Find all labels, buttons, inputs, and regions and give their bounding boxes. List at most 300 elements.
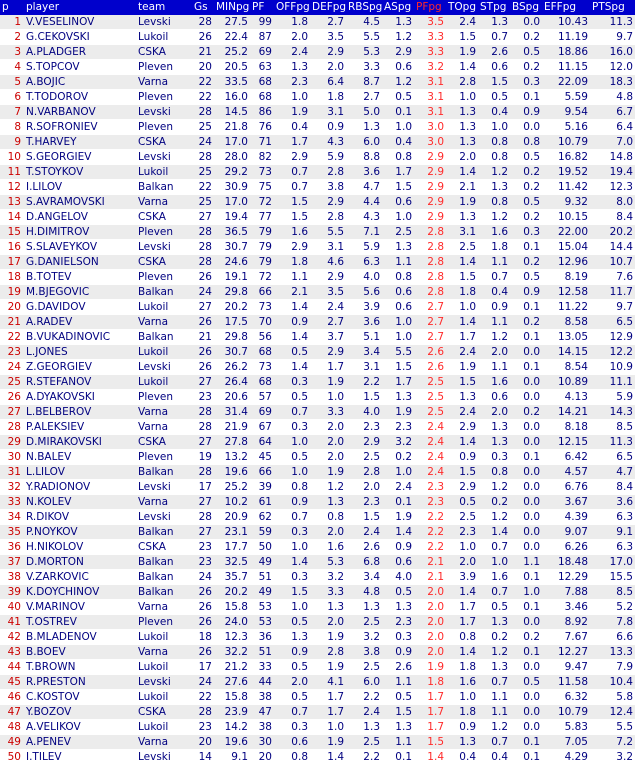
minpg-cell: 17.0 — [214, 195, 250, 210]
player-cell[interactable]: N.KOLEV — [24, 495, 136, 510]
column-header-player[interactable]: player — [24, 0, 136, 15]
defpg-cell: 1.8 — [310, 90, 346, 105]
stpg-cell: 1.6 — [478, 570, 510, 585]
table-row — [0, 300, 635, 315]
pfpg-cell: 1.9 — [414, 660, 446, 675]
effpg-cell: 10.79 — [542, 135, 590, 150]
pfpg-cell: 3.2 — [414, 60, 446, 75]
team-cell: Levski — [136, 675, 192, 690]
rank-cell: 11 — [0, 165, 24, 180]
effpg-cell: 12.58 — [542, 285, 590, 300]
column-header-pfpg[interactable]: PFpg — [414, 0, 446, 15]
player-cell[interactable]: D.MIRAKOVSKI — [24, 435, 136, 450]
stpg-cell: 1.8 — [478, 240, 510, 255]
pfpg-cell: 2.0 — [414, 615, 446, 630]
minpg-cell: 19.6 — [214, 735, 250, 750]
pfpg-cell: 3.3 — [414, 30, 446, 45]
table-row — [0, 165, 635, 180]
topg-cell: 2.1 — [446, 180, 478, 195]
team-cell: Pleven — [136, 120, 192, 135]
effpg-cell: 14.15 — [542, 345, 590, 360]
team-cell: Levski — [136, 750, 192, 765]
rank-cell: 3 — [0, 45, 24, 60]
team-cell: Balkan — [136, 525, 192, 540]
player-cell[interactable]: S.SLAVEYKOV — [24, 240, 136, 255]
player-cell[interactable]: R.PRESTON — [24, 675, 136, 690]
aspg-cell: 1.0 — [382, 465, 414, 480]
table-row — [0, 750, 635, 765]
offpg-cell: 1.8 — [274, 15, 310, 30]
defpg-cell: 2.9 — [310, 45, 346, 60]
minpg-cell: 35.7 — [214, 570, 250, 585]
player-cell[interactable]: A.RADEV — [24, 315, 136, 330]
player-cell[interactable]: T.HARVEY — [24, 135, 136, 150]
bspg-cell: 0.1 — [510, 240, 542, 255]
player-cell[interactable]: B.TOTEV — [24, 270, 136, 285]
player-cell[interactable]: Y.RADIONOV — [24, 480, 136, 495]
pf-cell: 69 — [250, 45, 274, 60]
player-cell[interactable]: G.DANIELSON — [24, 255, 136, 270]
aspg-cell: 2.5 — [382, 225, 414, 240]
rank-cell: 30 — [0, 450, 24, 465]
rank-cell: 2 — [0, 30, 24, 45]
column-header-defpg[interactable]: DEFpg — [312, 1, 346, 13]
rbspg-cell: 3.2 — [346, 630, 382, 645]
rank-cell: 6 — [0, 90, 24, 105]
defpg-cell: 2.4 — [310, 300, 346, 315]
player-cell[interactable]: B.BOEV — [24, 645, 136, 660]
defpg-cell: 2.8 — [310, 645, 346, 660]
player-cell[interactable]: P.ALEKSIEV — [24, 420, 136, 435]
player-cell[interactable]: B.VUKADINOVIC — [24, 330, 136, 345]
player-cell[interactable]: N.VARBANOV — [24, 105, 136, 120]
player-cell[interactable]: A.PLADGER — [24, 45, 136, 60]
topg-cell: 0.9 — [446, 450, 478, 465]
player-cell[interactable]: Y.BOZOV — [24, 705, 136, 720]
rbspg-cell: 2.4 — [346, 525, 382, 540]
rank-cell: 16 — [0, 240, 24, 255]
gs-cell: 26 — [192, 585, 214, 600]
player-cell[interactable]: I.TILEV — [24, 750, 136, 765]
table-row — [0, 315, 635, 330]
pf-cell: 75 — [250, 180, 274, 195]
pf-cell: 72 — [250, 270, 274, 285]
player-cell[interactable]: T.STOYKOV — [24, 165, 136, 180]
pf-cell: 20 — [250, 750, 274, 765]
table-row — [0, 105, 635, 120]
rbspg-cell: 3.3 — [346, 60, 382, 75]
ptspg-cell: 4.7 — [590, 465, 635, 480]
column-header-ptspg[interactable]: PTSpg — [590, 0, 635, 15]
topg-cell: 0.5 — [446, 495, 478, 510]
rbspg-cell: 4.3 — [346, 210, 382, 225]
stpg-cell: 1.2 — [478, 210, 510, 225]
stpg-cell: 1.0 — [478, 120, 510, 135]
rank-cell: 27 — [0, 405, 24, 420]
player-cell[interactable]: P.NOYKOV — [24, 525, 136, 540]
topg-cell: 2.8 — [446, 75, 478, 90]
player-cell[interactable]: M.BJEGOVIC — [24, 285, 136, 300]
column-header-offpg[interactable]: OFFpg — [276, 1, 310, 13]
offpg-cell: 1.5 — [274, 195, 310, 210]
ptspg-cell: 20.2 — [590, 225, 635, 240]
team-cell: Levski — [136, 360, 192, 375]
ptspg-cell: 9.7 — [590, 30, 635, 45]
topg-cell: 0.8 — [446, 630, 478, 645]
ptspg-cell: 12.2 — [590, 345, 635, 360]
minpg-cell: 28.0 — [214, 150, 250, 165]
player-cell[interactable]: L.BELBEROV — [24, 405, 136, 420]
minpg-cell: 27.5 — [214, 15, 250, 30]
ptspg-cell: 8.5 — [590, 585, 635, 600]
team-cell: Balkan — [136, 465, 192, 480]
offpg-cell: 0.7 — [274, 180, 310, 195]
stpg-cell: 0.3 — [478, 450, 510, 465]
gs-cell: 22 — [192, 690, 214, 705]
aspg-cell: 1.0 — [382, 210, 414, 225]
table-row — [0, 90, 635, 105]
ptspg-cell: 8.4 — [590, 210, 635, 225]
player-cell[interactable]: K.DOYCHINOV — [24, 585, 136, 600]
rbspg-cell: 1.5 — [346, 390, 382, 405]
offpg-cell: 2.1 — [274, 285, 310, 300]
player-cell[interactable]: B.MLADENOV — [24, 630, 136, 645]
topg-cell: 1.8 — [446, 660, 478, 675]
topg-cell: 2.9 — [446, 480, 478, 495]
player-cell[interactable]: V.MARINOV — [24, 600, 136, 615]
rbspg-cell: 5.9 — [346, 240, 382, 255]
column-header-p[interactable]: p — [0, 0, 24, 15]
topg-cell: 1.3 — [446, 120, 478, 135]
aspg-cell: 0.8 — [382, 150, 414, 165]
defpg-cell: 2.9 — [310, 345, 346, 360]
offpg-cell: 0.4 — [274, 120, 310, 135]
team-cell: Pleven — [136, 390, 192, 405]
offpg-cell: 1.0 — [274, 435, 310, 450]
bspg-cell: 0.9 — [510, 105, 542, 120]
topg-cell: 1.3 — [446, 390, 478, 405]
gs-cell: 28 — [192, 510, 214, 525]
pfpg-cell: 2.0 — [414, 645, 446, 660]
aspg-cell: 1.0 — [382, 120, 414, 135]
pfpg-cell: 3.0 — [414, 120, 446, 135]
column-header-rbspg[interactable]: RBSpg — [348, 1, 382, 13]
topg-cell: 1.0 — [446, 540, 478, 555]
stpg-cell: 0.8 — [478, 150, 510, 165]
ptspg-cell: 19.4 — [590, 165, 635, 180]
bspg-cell: 0.5 — [510, 270, 542, 285]
rank-cell: 7 — [0, 105, 24, 120]
topg-cell: 1.5 — [446, 465, 478, 480]
player-cell[interactable]: R.STEFANOV — [24, 375, 136, 390]
defpg-cell: 3.1 — [310, 105, 346, 120]
aspg-cell: 0.6 — [382, 300, 414, 315]
table-row — [0, 255, 635, 270]
topg-cell: 2.5 — [446, 240, 478, 255]
minpg-cell: 33.5 — [214, 75, 250, 90]
table-row — [0, 660, 635, 675]
pf-cell: 73 — [250, 165, 274, 180]
table-row — [0, 630, 635, 645]
pfpg-cell: 2.3 — [414, 495, 446, 510]
team-cell: Balkan — [136, 180, 192, 195]
player-cell[interactable]: D.ANGELOV — [24, 210, 136, 225]
stpg-cell: 1.4 — [478, 525, 510, 540]
gs-cell: 23 — [192, 540, 214, 555]
rbspg-cell: 4.7 — [346, 180, 382, 195]
pf-cell: 79 — [250, 255, 274, 270]
pf-cell: 73 — [250, 300, 274, 315]
minpg-cell: 20.6 — [214, 390, 250, 405]
table-row — [0, 135, 635, 150]
defpg-cell: 1.6 — [310, 540, 346, 555]
ptspg-cell: 3.2 — [590, 750, 635, 765]
bspg-cell: 0.8 — [510, 135, 542, 150]
column-header-bspg[interactable]: BSpg — [510, 0, 542, 15]
bspg-cell: 0.0 — [510, 510, 542, 525]
bspg-cell: 0.0 — [510, 495, 542, 510]
rank-cell: 46 — [0, 690, 24, 705]
team-cell: Lukoil — [136, 300, 192, 315]
rbspg-cell: 3.6 — [346, 165, 382, 180]
column-header-minpg[interactable]: MINpg — [216, 1, 250, 13]
minpg-cell: 25.2 — [214, 45, 250, 60]
offpg-cell: 0.5 — [274, 690, 310, 705]
minpg-cell: 16.0 — [214, 90, 250, 105]
player-cell[interactable]: T.TODOROV — [24, 90, 136, 105]
aspg-cell: 2.4 — [382, 480, 414, 495]
stpg-cell: 0.8 — [478, 195, 510, 210]
offpg-cell: 1.1 — [274, 270, 310, 285]
team-cell: Balkan — [136, 570, 192, 585]
player-cell[interactable]: R.DIKOV — [24, 510, 136, 525]
stpg-cell: 0.7 — [478, 540, 510, 555]
topg-cell: 1.7 — [446, 600, 478, 615]
player-cell[interactable]: N.BALEV — [24, 450, 136, 465]
minpg-cell: 24.0 — [214, 615, 250, 630]
table-row — [0, 195, 635, 210]
player-cell[interactable]: V.VESELINOV — [24, 15, 136, 30]
stpg-cell: 1.3 — [478, 615, 510, 630]
defpg-cell: 1.7 — [310, 360, 346, 375]
aspg-cell: 4.0 — [382, 570, 414, 585]
table-row — [0, 225, 635, 240]
pfpg-cell: 2.8 — [414, 285, 446, 300]
rank-cell: 25 — [0, 375, 24, 390]
effpg-cell: 8.18 — [542, 420, 590, 435]
effpg-cell: 12.27 — [542, 645, 590, 660]
rank-cell: 26 — [0, 390, 24, 405]
effpg-cell: 5.59 — [542, 90, 590, 105]
player-cell[interactable]: A.BOJIC — [24, 75, 136, 90]
table-row — [0, 735, 635, 750]
rbspg-cell: 4.8 — [346, 585, 382, 600]
gs-cell: 26 — [192, 270, 214, 285]
column-header-team[interactable]: team — [136, 0, 192, 15]
player-cell[interactable]: L.LILOV — [24, 465, 136, 480]
player-cell[interactable]: A.DYAKOVSKI — [24, 390, 136, 405]
ptspg-cell: 12.4 — [590, 705, 635, 720]
minpg-cell: 21.8 — [214, 120, 250, 135]
rbspg-cell: 2.2 — [346, 375, 382, 390]
bspg-cell: 0.5 — [510, 150, 542, 165]
player-cell[interactable]: Z.GEORGIEV — [24, 360, 136, 375]
bspg-cell: 1.0 — [510, 585, 542, 600]
offpg-cell: 1.8 — [274, 255, 310, 270]
aspg-cell: 0.1 — [382, 495, 414, 510]
bspg-cell: 0.5 — [510, 45, 542, 60]
bspg-cell: 0.1 — [510, 735, 542, 750]
rbspg-cell: 3.6 — [346, 315, 382, 330]
player-cell[interactable]: R.SOFRONIEV — [24, 120, 136, 135]
gs-cell: 28 — [192, 705, 214, 720]
pfpg-cell: 2.6 — [414, 360, 446, 375]
pfpg-cell: 1.7 — [414, 705, 446, 720]
effpg-cell: 9.32 — [542, 195, 590, 210]
defpg-cell: 1.9 — [310, 375, 346, 390]
minpg-cell: 17.0 — [214, 135, 250, 150]
stpg-cell: 1.3 — [478, 15, 510, 30]
defpg-cell: 1.0 — [310, 390, 346, 405]
player-cell[interactable]: S.GEORGIEV — [24, 150, 136, 165]
column-header-pf[interactable]: PF — [250, 0, 274, 15]
defpg-cell: 1.7 — [310, 705, 346, 720]
minpg-cell: 13.2 — [214, 450, 250, 465]
team-cell: Balkan — [136, 285, 192, 300]
offpg-cell: 0.7 — [274, 405, 310, 420]
bspg-cell: 0.5 — [510, 195, 542, 210]
pfpg-cell: 2.3 — [414, 480, 446, 495]
player-cell[interactable]: D.MORTON — [24, 555, 136, 570]
column-header-gs[interactable]: Gs — [192, 0, 214, 15]
player-cell[interactable]: A.VELIKOV — [24, 720, 136, 735]
rank-cell: 5 — [0, 75, 24, 90]
topg-cell: 2.0 — [446, 555, 478, 570]
pfpg-cell: 2.5 — [414, 390, 446, 405]
player-cell[interactable]: H.NIKOLOV — [24, 540, 136, 555]
player-cell[interactable]: I.LILOV — [24, 180, 136, 195]
stpg-cell: 2.0 — [478, 345, 510, 360]
player-cell[interactable]: H.DIMITROV — [24, 225, 136, 240]
defpg-cell: 2.0 — [310, 525, 346, 540]
table-row — [0, 690, 635, 705]
effpg-cell: 11.19 — [542, 30, 590, 45]
rbspg-cell: 3.4 — [346, 570, 382, 585]
offpg-cell: 0.9 — [274, 645, 310, 660]
player-cell[interactable]: A.PENEV — [24, 735, 136, 750]
aspg-cell: 0.3 — [382, 630, 414, 645]
table-row — [0, 60, 635, 75]
gs-cell: 26 — [192, 360, 214, 375]
gs-cell: 28 — [192, 240, 214, 255]
player-cell[interactable]: G.DAVIDOV — [24, 300, 136, 315]
ptspg-cell: 14.3 — [590, 405, 635, 420]
effpg-cell: 14.21 — [542, 405, 590, 420]
table-row — [0, 705, 635, 720]
team-cell: CSKA — [136, 255, 192, 270]
team-cell: Levski — [136, 15, 192, 30]
ptspg-cell: 16.0 — [590, 45, 635, 60]
defpg-cell: 1.9 — [310, 465, 346, 480]
column-header-topg[interactable]: TOpg — [448, 1, 477, 13]
pfpg-cell: 2.8 — [414, 255, 446, 270]
gs-cell: 17 — [192, 480, 214, 495]
topg-cell: 1.3 — [446, 210, 478, 225]
team-cell: Lukoil — [136, 345, 192, 360]
effpg-cell: 12.29 — [542, 570, 590, 585]
effpg-cell: 6.26 — [542, 540, 590, 555]
pf-cell: 44 — [250, 675, 274, 690]
defpg-cell: 1.3 — [310, 600, 346, 615]
player-cell[interactable]: L.JONES — [24, 345, 136, 360]
column-header-stpg[interactable]: STpg — [478, 0, 510, 15]
player-cell[interactable]: G.CEKOVSKI — [24, 30, 136, 45]
defpg-cell: 2.8 — [310, 210, 346, 225]
player-cell[interactable]: T.BROWN — [24, 660, 136, 675]
bspg-cell: 0.1 — [510, 450, 542, 465]
rbspg-cell: 8.8 — [346, 150, 382, 165]
pfpg-cell: 3.3 — [414, 45, 446, 60]
table-row — [0, 675, 635, 690]
aspg-cell: 2.3 — [382, 615, 414, 630]
player-cell[interactable]: S.TOPCOV — [24, 60, 136, 75]
rbspg-cell: 3.9 — [346, 300, 382, 315]
gs-cell: 28 — [192, 405, 214, 420]
defpg-cell: 2.0 — [310, 615, 346, 630]
rank-cell: 4 — [0, 60, 24, 75]
offpg-cell: 0.8 — [274, 750, 310, 765]
ptspg-cell: 11.3 — [590, 15, 635, 30]
defpg-cell: 2.9 — [310, 270, 346, 285]
pf-cell: 56 — [250, 330, 274, 345]
rank-cell: 22 — [0, 330, 24, 345]
effpg-cell: 6.76 — [542, 480, 590, 495]
bspg-cell: 0.0 — [510, 540, 542, 555]
aspg-cell: 1.7 — [382, 375, 414, 390]
pfpg-cell: 2.4 — [414, 420, 446, 435]
defpg-cell: 1.0 — [310, 720, 346, 735]
offpg-cell: 0.5 — [274, 615, 310, 630]
player-cell[interactable]: V.ZARKOVIC — [24, 570, 136, 585]
gs-cell: 28 — [192, 420, 214, 435]
offpg-cell: 0.3 — [274, 420, 310, 435]
ptspg-cell: 8.0 — [590, 195, 635, 210]
ptspg-cell: 6.6 — [590, 630, 635, 645]
gs-cell: 19 — [192, 450, 214, 465]
pf-cell: 33 — [250, 660, 274, 675]
minpg-cell: 14.2 — [214, 720, 250, 735]
player-cell[interactable]: C.KOSTOV — [24, 690, 136, 705]
player-cell[interactable]: T.OSTREV — [24, 615, 136, 630]
stpg-cell: 0.4 — [478, 105, 510, 120]
gs-cell: 21 — [192, 330, 214, 345]
ptspg-cell: 11.1 — [590, 375, 635, 390]
effpg-cell: 11.22 — [542, 300, 590, 315]
offpg-cell: 0.3 — [274, 375, 310, 390]
offpg-cell: 0.7 — [274, 510, 310, 525]
topg-cell: 2.9 — [446, 420, 478, 435]
column-header-aspg[interactable]: ASpg — [382, 0, 414, 15]
stpg-cell: 0.4 — [478, 750, 510, 765]
team-cell: Varna — [136, 405, 192, 420]
player-cell[interactable]: S.AVRAMOVSKI — [24, 195, 136, 210]
topg-cell: 1.4 — [446, 255, 478, 270]
pfpg-cell: 2.7 — [414, 300, 446, 315]
column-header-effpg[interactable]: EFFpg — [542, 0, 590, 15]
gs-cell: 23 — [192, 720, 214, 735]
effpg-cell: 22.00 — [542, 225, 590, 240]
minpg-cell: 19.6 — [214, 465, 250, 480]
